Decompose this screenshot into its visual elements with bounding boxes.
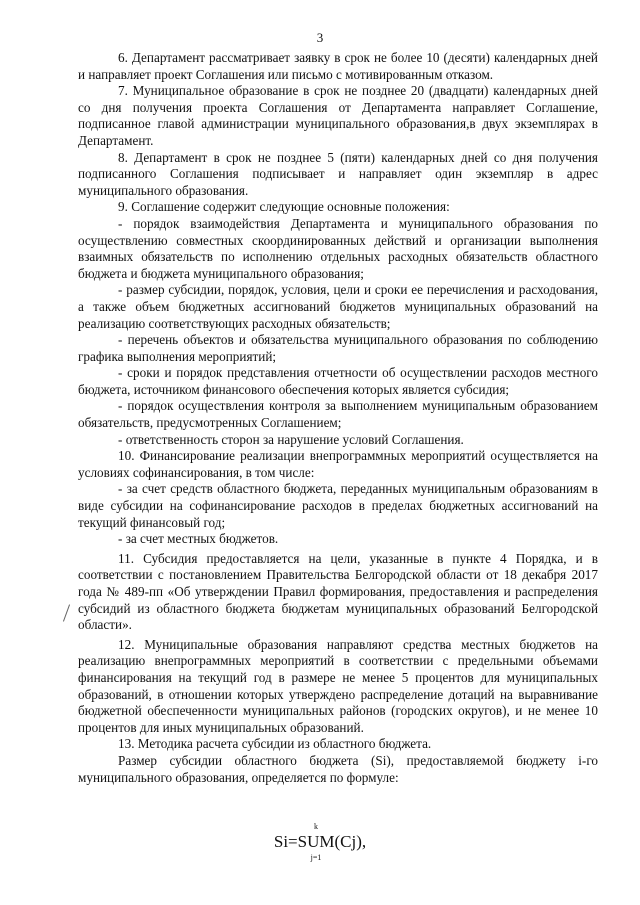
sum-symbol: SUM [297,832,335,851]
formula-lhs: Si= [273,832,298,851]
formula-argument: (Cj), [334,832,367,851]
sum-operator [297,822,335,862]
list-item: - за счет местных бюджетов. [118,531,279,547]
document-body [78,50,598,786]
paragraph-7: 7. Муниципальное образование в срок не позднее 20 (двадцати) календарных дней со дня получения проекта Соглашения от Департамента направляет Соглашение, подписанное главой администрации муниципального образования,в двух экземплярах в Департамент. [78,83,598,148]
paragraph-12: 12. Муниципальные образования направляют средства местных бюджетов на реализацию внепрограммных мероприятий в соответствии с предельными объемами финансирования на текущий год в размере не менее 5 процентов для муниципальных образований, в отношении которых утверждено распределение дотаций на выравнивание бюджетной обеспеченности муниципальных районов (городских округов), и не менее 10 процентов для иных муниципальных образований. [78,636,598,735]
paragraph-13: 13. Методика расчета субсидии из областного бюджета. [118,736,432,752]
paragraph-formula-intro: Размер субсидии областного бюджета (Si), предоставляемой бюджету i-го муниципального образования, определяется по формуле: [78,752,598,785]
paragraph-10: 10. Финансирование реализации внепрограммных мероприятий осуществляется на условиях софинансирования, в том числе: [78,448,598,480]
list-item: - порядок осуществления контроля за выполнением муниципальным образованием обязательств, предусмотренных Соглашением; [78,398,598,431]
list-item: - сроки и порядок представления отчетности об осуществлении расходов местного бюджета, источником финансового обеспечения которых является субсидия; [78,365,598,397]
sum-lower-limit: j=1 [310,853,322,862]
page-number: 3 [316,30,324,45]
list-item: - за счет средств областного бюджета, переданных муниципальным образованиям в виде субсидии на софинансирование расходов в пределах бюджетных ассигнований на текущий финансовый год; [78,481,598,530]
list-item: - размер субсидии, порядок, условия, цели и сроки ее перечисления и расходования, а также объем бюджетных ассигнований бюджетов муниципальных образований на реализацию соответствующих расходных обязательств; [78,282,598,331]
paragraph-9: 9. Соглашение содержит следующие основные положения: [118,199,450,215]
margin-pen-mark [63,604,70,621]
list-item: - ответственность сторон за нарушение условий Соглашения. [118,431,464,447]
list-item: - перечень объектов и обязательства муниципального образования по соблюдению графика выполнения мероприятий; [78,332,598,364]
sum-upper-limit: k [314,822,319,831]
formula [0,822,640,862]
paragraph-6: 6. Департамент рассматривает заявку в срок не более 10 (десяти) календарных дней и направляет проект Соглашения или письмо с мотивированным отказом. [78,50,598,82]
list-item: - порядок взаимодействия Департамента и муниципального образования по осуществлению совместных скоординированных действий и организации выполнения взаимных обязательств по исполнению отдельных расходных обязательств областного бюджета и бюджета муниципального образования; [78,215,598,281]
paragraph-8: 8. Департамент в срок не позднее 5 (пяти) календарных дней со дня получения подписанного Соглашения подписывает и направляет один экземпляр в адрес муниципального образования. [78,149,598,198]
paragraph-11: 11. Субсидия предоставляется на цели, указанные в пункте 4 Порядка, и в соответствии с постановлением Правительства Белгородской области от 18 декабря 2017 года № 489-пп «Об утверждении Правил формирования, предоставления и распределения субсидий из областного бюджета бюджетам муниципальных образований Белгородской области». [78,550,598,633]
